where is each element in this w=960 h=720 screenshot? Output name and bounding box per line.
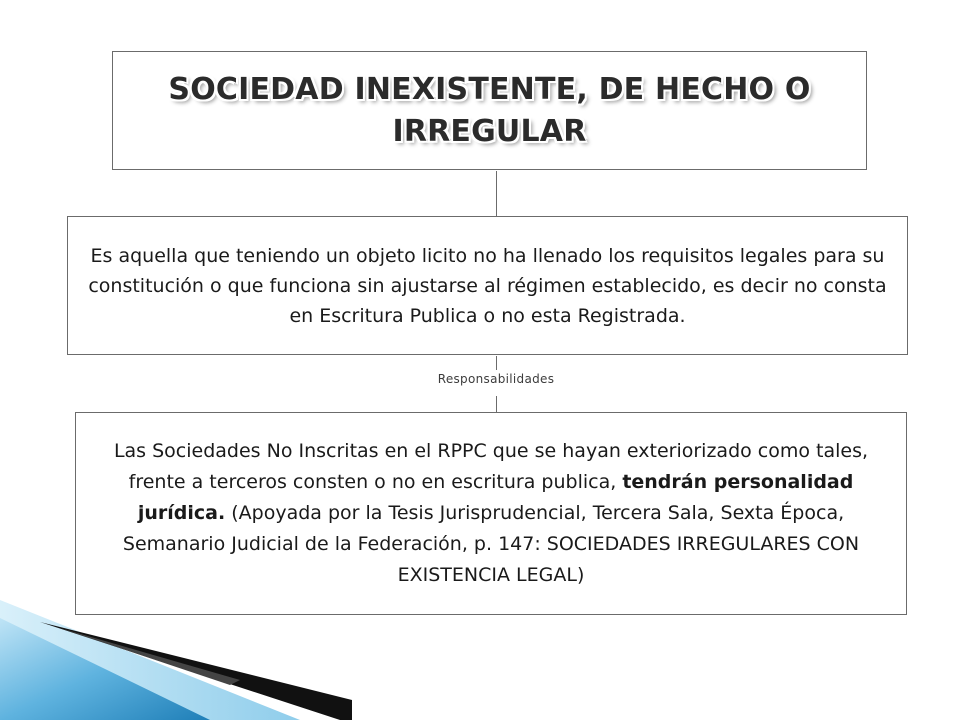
- title-box: [112, 51, 867, 170]
- responsibility-bold-text: tendrán personalidad jurídica.: [137, 471, 854, 524]
- definition-text: Es aquella que teniendo un objeto licito no ha llenado los requisitos legales para su constitución o que funciona sin ajustarse al régimen establecido, es decir no consta en Escritura Publica o no esta Registrada.: [88, 244, 887, 327]
- responsibility-text-part2: (Apoyada por la Tesis Jurisprudencial, Tercera Sala, Sexta Época, Semanario Judicial de la Federación, p. 147: SOCIEDADES IRREGULARES CON EXISTENCIA LEGAL): [122, 502, 860, 586]
- responsibility-text-part1: Las Sociedades No Inscritas en el RPPC que se hayan exteriorizado como tales, frente a terceros consten o no en escritura publica,: [113, 440, 869, 493]
- connector-line-middle-lower: [496, 396, 497, 412]
- responsibility-text: [94, 436, 888, 591]
- connector-line-top: [496, 171, 497, 216]
- connector-label: Responsabilidades: [437, 372, 555, 386]
- responsibility-box: [75, 412, 907, 615]
- definition-box: [67, 216, 908, 355]
- diagram-title: SOCIEDAD INEXISTENTE, DE HECHO O IRREGULAR: [168, 71, 811, 149]
- connector-line-middle-upper: [496, 356, 497, 370]
